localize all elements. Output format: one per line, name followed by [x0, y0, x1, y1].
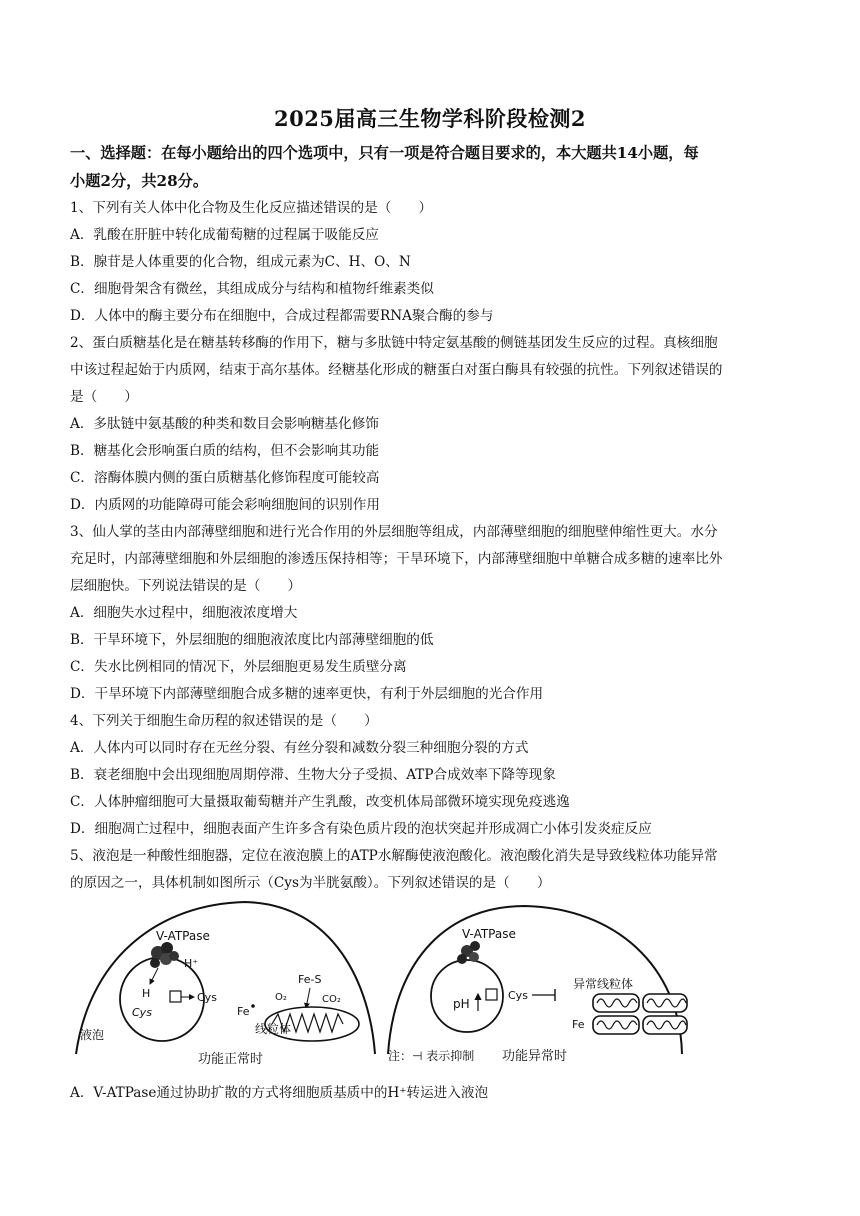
q1-stem: 1、下列有关人体中化合物及生化反应描述错误的是（ ） [70, 200, 433, 216]
h-inside-label: H [142, 987, 151, 1000]
q3-stem-line-3: 层细胞快。下列说法错误的是（ ） [70, 578, 302, 594]
q2-option-a: A．多肽链中氨基酸的种类和数目会影响糖基化修饰 [70, 416, 379, 432]
cys-label-right: Cys [508, 989, 528, 1002]
q3-stem-line-1: 3、仙人掌的茎由内部薄壁细胞和进行光合作用的外层细胞等组成，内部薄壁细胞的细胞壁伸缩性更大。水分 [70, 524, 718, 540]
q3-option-a: A．细胞失水过程中，细胞液浓度增大 [70, 605, 298, 621]
q5-option-a: A．V-ATPase通过协助扩散的方式将细胞质基质中的H⁺转运进入液泡 [70, 1085, 489, 1101]
q4-stem: 4、下列关于细胞生命历程的叙述错误的是（ ） [70, 713, 378, 729]
v-atpase-label-left: V-ATPase [156, 929, 210, 943]
q2-stem-line-1: 2、蛋白质糖基化是在糖基转移酶的作用下，糖与多肽链中特定氨基酸的侧链基团发生反应的过程。真核细胞 [70, 335, 718, 351]
cys-inside-label: Cys [132, 1006, 152, 1019]
q2-option-c: C．溶酶体膜内侧的蛋白质糖基化修饰程度可能较高 [70, 470, 380, 486]
abnormal-mito-label: 异常线粒体 [573, 977, 634, 991]
q4-option-c: C．人体肿瘤细胞可大量摄取葡萄糖并产生乳酸，改变机体局部微环境实现免疫逃逸 [70, 794, 570, 810]
vacuole-label: 液泡 [80, 1028, 105, 1042]
h-plus-label: H⁺ [184, 957, 199, 970]
section-heading-line-1: 一、选择题：在每小题给出的四个选项中，只有一项是符合题目要求的，本大题共14小题，每 [70, 144, 699, 162]
q2-option-b: B．糖基化会形响蛋白质的结构，但不会影响其功能 [70, 443, 380, 459]
q3-option-c: C．失水比例相同的情况下，外层细胞更易发生质壁分离 [70, 659, 407, 675]
q2-option-d: D．内质网的功能障碍可能会彩响细胞间的识别作用 [70, 497, 380, 513]
q1-option-a: A．乳酸在肝脏中转化成葡萄糖的过程属于吸能反应 [70, 227, 379, 243]
fe-label-right: Fe [572, 1018, 585, 1031]
panel-normal [76, 902, 375, 1067]
cys-out-label: Cys [197, 991, 217, 1004]
q3-option-d: D．干旱环境下内部薄壁细胞合成多糖的速率更快，有利于外层细胞的光合作用 [70, 686, 544, 702]
o2-label: O₂ [275, 992, 287, 1003]
q1-option-c: C．细胞骨架含有微丝，其组成成分与结构和植物纤维素类似 [70, 281, 434, 297]
q5-stem-line-1: 5、液泡是一种酸性细胞器，定位在液泡膜上的ATP水解酶使液泡酸化。液泡酸化消失是导致线粒体功能异常 [70, 848, 718, 864]
caption-abnormal: 功能异常时 [502, 1049, 568, 1064]
fe-dot [251, 1004, 255, 1008]
fe-s-arrow [306, 988, 310, 1008]
v-atpase-label-right: V-ATPase [462, 927, 516, 941]
q4-option-a: A．人体内可以同时存在无丝分裂、有丝分裂和减数分裂三种细胞分裂的方式 [70, 740, 529, 756]
fe-label-left: Fe [237, 1005, 250, 1018]
q3-option-b: B．干旱环境下，外层细胞的细胞液浓度比内部薄壁细胞的低 [70, 632, 434, 648]
q2-stem-line-3: 是（ ） [70, 389, 138, 405]
co2-label: CO₂ [322, 994, 341, 1005]
q3-stem-line-2: 充足时，内部薄壁细胞和外层细胞的渗透压保持相等；干旱环境下，内部薄壁细胞中单糖合成多糖的速率比外 [70, 551, 723, 567]
caption-normal: 功能正常时 [198, 1052, 264, 1067]
page-title: 2025届高三生物学科阶段检测2 [273, 106, 587, 131]
section-heading-line-2: 小题2分，共28分。 [70, 172, 209, 190]
transporter-left [170, 991, 181, 1002]
q4-option-d: D．细胞凋亡过程中，细胞表面产生许多含有染色质片段的泡状突起并形成凋亡小体引发炎症反应 [70, 821, 652, 837]
q2-stem-line-2: 中该过程起始于内质网，结束于高尔基体。经糖基化形成的糖蛋白对蛋白酶具有较强的抗性。下列叙述错误的 [70, 362, 723, 378]
abnormal-mitochondria [593, 994, 687, 1034]
q5-stem-line-2: 的原因之一，具体机制如图所示（Cys为半胱氨酸）。下列叙述错误的是（ ） [70, 875, 551, 891]
ph-label: pH [453, 997, 470, 1011]
panel-abnormal [388, 906, 687, 1064]
q1-option-b: B．腺苷是人体重要的化合物，组成元素为C、H、O、N [70, 254, 411, 270]
q4-option-b: B．衰老细胞中会出现细胞周期停滞、生物大分子受损、ATP合成效率下降等现象 [70, 767, 556, 783]
fe-s-label: Fe-S [298, 973, 322, 986]
inhibition-note: 注：⊣ 表示抑制 [388, 1049, 475, 1063]
mitochondrion-label: 线粒体 [255, 1022, 292, 1036]
q1-option-d: D．人体中的酶主要分布在细胞中，合成过程都需要RNA聚合酶的参与 [70, 308, 494, 324]
mechanism-figure [70, 896, 725, 1071]
transporter-right [486, 989, 497, 1000]
